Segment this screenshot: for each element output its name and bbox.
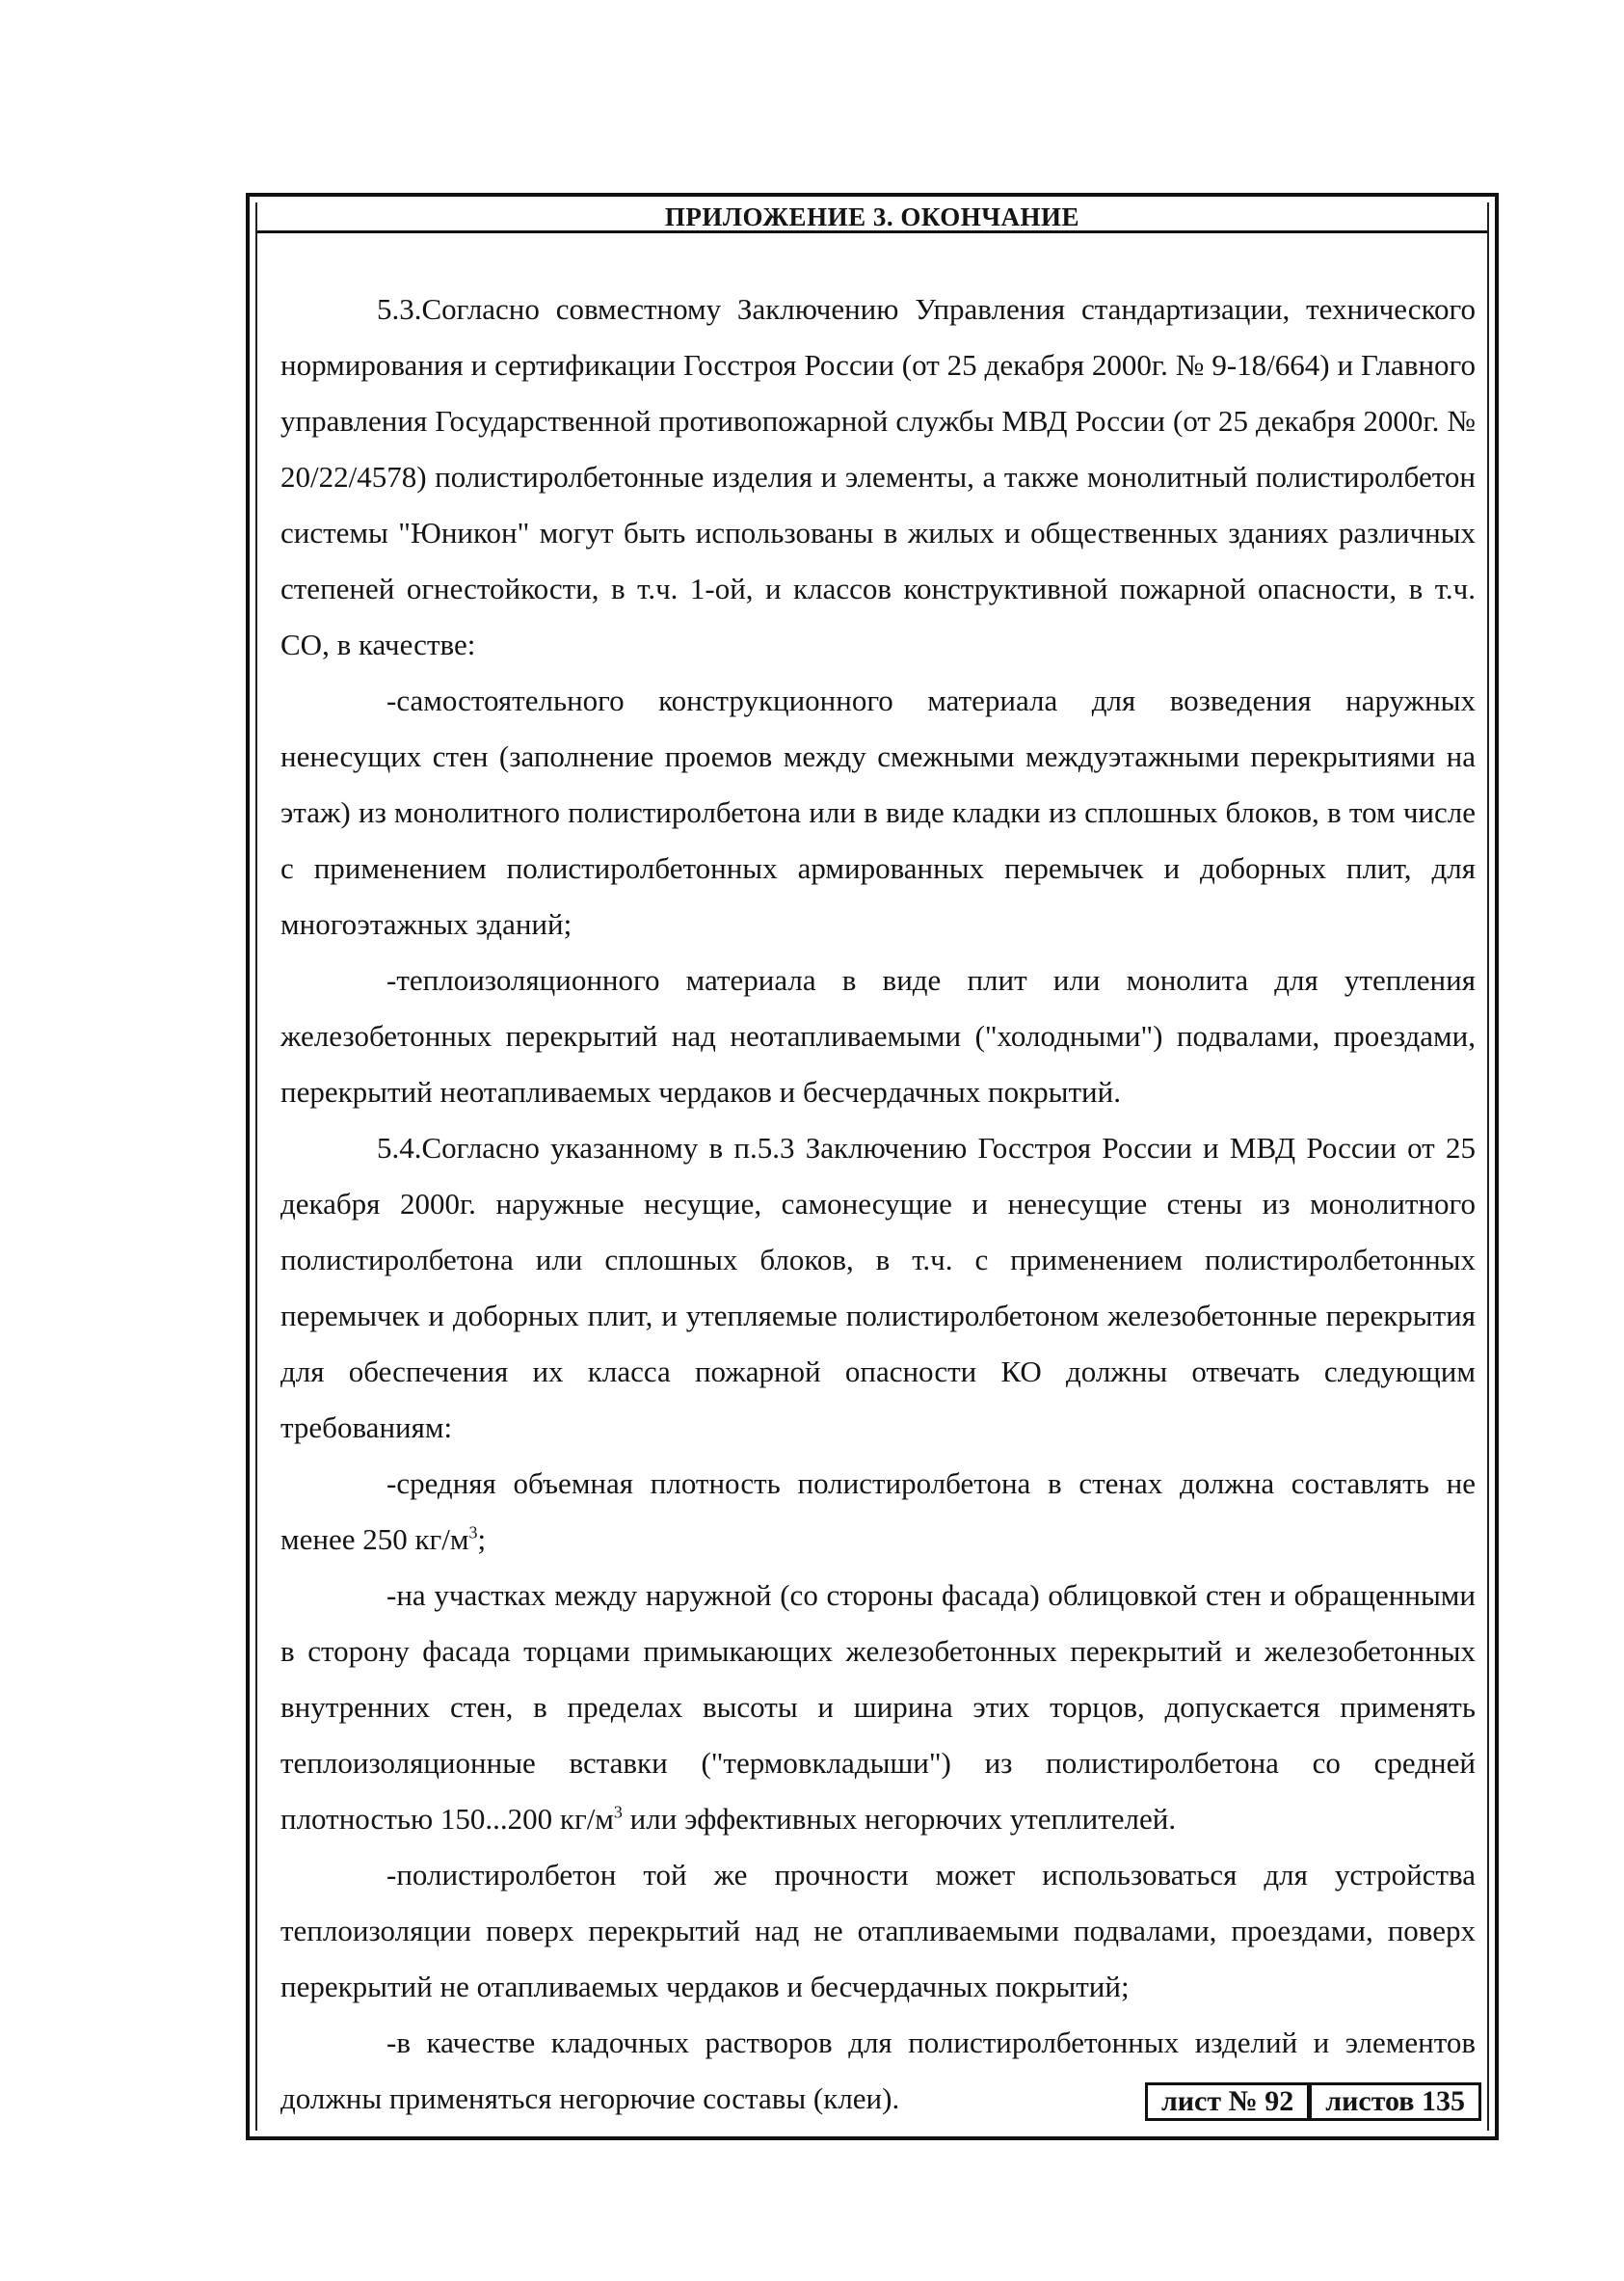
sheet-footer [1145, 2082, 1481, 2121]
sheets-total: листов 135 [1307, 2085, 1478, 2118]
list-item-density-requirement [280, 1456, 1476, 1568]
density-end: ; [477, 1522, 487, 1556]
document-frame [246, 193, 1499, 2140]
paragraph-5-4: 5.4.Согласно указанному в п.5.3 Заключению Госстроя России и МВД России от 25 декабря 2000г. наружные несущие, самонесущие и ненесущие стены из монолитного полистиролбетона или сплошных блоков, в т.ч. с применением полистиролбетонных перемычек и доборных плит, и утепляемые полистиролбетоном железобетонные перекрытия для обеспечения их класса пожарной опасности КО должны отвечать следующим требованиям: [280, 1131, 1476, 1444]
list-item-thermal-inserts [280, 1568, 1476, 1847]
inserts-text: -на участках между наружной (со стороны фасада) облицовкой стен и обращенными в сторону фасада торцами примыкающих железобетонных перекрытий и железобетонных внутренних стен, в пределах высоты и ширина этих торцов, допускается применять теплоизоляционные вставки ("термовкладыши") из полистиролбетона со средней плотностью 150...200 кг/м [280, 1578, 1476, 1836]
inserts-superscript: 3 [613, 1802, 623, 1822]
document-inner-frame [255, 202, 1489, 2131]
density-text: -средняя объемная плотность полистиролбетона в стенах должна составлять не менее 250 кг/м [280, 1466, 1476, 1556]
page-title: ПРИЛОЖЕНИЕ 3. ОКОНЧАНИЕ [257, 202, 1487, 233]
document-body [280, 282, 1476, 2127]
list-item-thermal-insulation: -теплоизоляционного материала в виде плит или монолита для утепления железобетонных перекрытий над неотапливаемыми ("холодными") подвалами, проездами, перекрытий неотапливаемых чердаков и бесчердачных покрытий. [280, 963, 1476, 1109]
density-superscript: 3 [468, 1522, 478, 1543]
list-item-masonry-mortars: -в качестве кладочных растворов для полистиролбетонных изделий и элементов должны применяться негорючие составы (клеи). [280, 2026, 1476, 2115]
list-item-floor-insulation: -полистиролбетон той же прочности может использоваться для устройства теплоизоляции поверх перекрытий над не отапливаемыми подвалами, проездами, поверх перекрытий не отапливаемых чердаков и бесчердачных покрытий; [280, 1858, 1476, 2003]
list-item-structural-material: -самостоятельного конструкционного материала для возведения наружных ненесущих стен (заполнение проемов между смежными междуэтажными перекрытиями на этаж) из монолитного полистиролбетона или в виде кладки из сплошных блоков, в том числе с применением полистиролбетонных армированных перемычек и доборных плит, для многоэтажных зданий; [280, 684, 1476, 941]
sheet-number: лист № 92 [1160, 2085, 1294, 2117]
paragraph-5-3: 5.3.Согласно совместному Заключению Управления стандартизации, технического нормирования и сертификации Госстроя России (от 25 декабря 2000г. № 9-18/664) и Главного управления Государственной противопожарной службы МВД России (от 25 декабря 2000г. № 20/22/4578) полистиролбетонные изделия и элементы, а также монолитный полистиролбетон системы "Юникон" могут быть использованы в жилых и общественных зданиях различных степеней огнестойкости, в т.ч. 1-ой, и классов конструктивной пожарной опасности, в т.ч. СО, в качестве: [280, 292, 1476, 661]
inserts-end: или эффективных негорючих утеплителей. [622, 1802, 1177, 1836]
